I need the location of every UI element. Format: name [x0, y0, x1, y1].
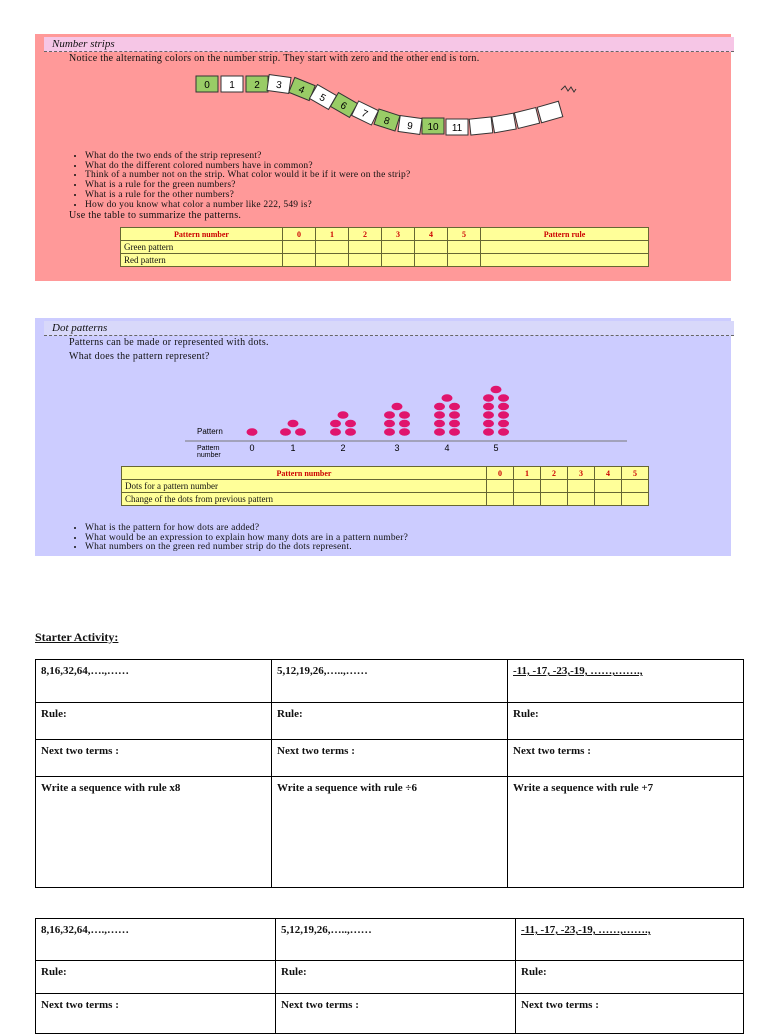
table-header: 2: [541, 467, 568, 480]
dot: [498, 420, 509, 428]
table-header: Pattern number: [122, 467, 487, 480]
dot: [384, 428, 395, 436]
question-item: • What do the two ends of the strip represent?: [85, 152, 410, 162]
dot-pattern-3: [384, 403, 410, 436]
next-terms-cell[interactable]: Next two terms :: [516, 994, 744, 1034]
strip-number-0: [196, 76, 218, 92]
strip-number-2: [246, 76, 268, 92]
next-terms-cell[interactable]: Next two terms :: [272, 740, 508, 777]
dot-patterns-questions: [73, 524, 408, 553]
table-header: Pattern rule: [481, 228, 649, 241]
table-cell[interactable]: [349, 241, 382, 254]
dot: [449, 420, 460, 428]
dot: [399, 428, 410, 436]
question-item: • Think of a number not on the strip. What color would it be if it were on the strip?: [85, 171, 410, 181]
table-cell[interactable]: [541, 493, 568, 506]
question-item: • What would be an expression to explain how many dots are in a pattern number?: [85, 534, 408, 544]
dot: [498, 394, 509, 402]
table-cell[interactable]: [382, 254, 415, 267]
table-row: [122, 493, 649, 506]
pattern-label: Pattern: [197, 427, 223, 436]
pattern-number: 5: [493, 443, 499, 453]
table-header: 4: [415, 228, 448, 241]
svg-text:4: 4: [296, 84, 307, 97]
dot-patterns-question: What does the pattern represent?: [69, 351, 210, 362]
dot: [330, 428, 341, 436]
dot: [399, 411, 410, 419]
dot: [449, 403, 460, 411]
question-item: • What is the pattern for how dots are added?: [85, 524, 408, 534]
starter-activity-title: Starter Activity:: [35, 630, 119, 644]
table-cell[interactable]: [568, 480, 595, 493]
table-header: 1: [316, 228, 349, 241]
svg-text:3: 3: [275, 79, 283, 92]
question-item: • What is a rule for the green numbers?: [85, 181, 410, 191]
svg-text:7: 7: [359, 108, 370, 121]
strip-empty-box: [469, 117, 493, 135]
row-label: Green pattern: [121, 241, 283, 254]
table-header: 3: [568, 467, 595, 480]
dot: [384, 411, 395, 419]
row-label: Dots for a pattern number: [122, 480, 487, 493]
dot: [434, 411, 445, 419]
table-cell[interactable]: [595, 480, 622, 493]
table-instruction: Use the table to summarize the patterns.: [69, 210, 242, 221]
table-cell[interactable]: [382, 241, 415, 254]
table-header: 1: [514, 467, 541, 480]
dot: [392, 403, 403, 411]
dot: [442, 394, 453, 402]
next-terms-cell[interactable]: Next two terms :: [36, 994, 276, 1034]
table-header: 3: [382, 228, 415, 241]
next-terms-cell[interactable]: Next two terms :: [36, 740, 272, 777]
table-cell[interactable]: [541, 480, 568, 493]
row-label: Change of the dots from previous pattern: [122, 493, 487, 506]
sequence-cell: 8,16,32,64,….,……: [36, 660, 272, 703]
table-row: [121, 241, 649, 254]
strip-number-3: [267, 75, 291, 94]
dot: [483, 428, 494, 436]
dot-pattern-illustration: [185, 366, 635, 461]
dot: [483, 411, 494, 419]
sequence-cell: -11, -17, -23,-19, ……,…….,: [516, 919, 744, 961]
next-terms-cell[interactable]: Next two terms :: [276, 994, 516, 1034]
pattern-number: 4: [444, 443, 450, 453]
question-item: • What numbers on the green red number strip do the dots represent.: [85, 543, 408, 553]
svg-text:11: 11: [451, 123, 463, 134]
table-cell[interactable]: [514, 493, 541, 506]
rule-cell[interactable]: Rule:: [508, 703, 744, 740]
svg-text:9: 9: [406, 120, 414, 133]
dot: [434, 420, 445, 428]
strip-empty-box: [492, 113, 516, 133]
dot-pattern-0: [247, 428, 258, 436]
table-header: Pattern number: [121, 228, 283, 241]
dot: [449, 428, 460, 436]
table-cell[interactable]: [514, 480, 541, 493]
dot: [399, 420, 410, 428]
dot-patterns-title: Dot patterns: [44, 321, 734, 336]
strip-empty-box: [514, 108, 539, 129]
sequence-cell: -11, -17, -23,-19, ……,…….,: [508, 660, 744, 703]
pattern-number: 1: [290, 443, 296, 453]
dot: [449, 411, 460, 419]
svg-text:5: 5: [317, 92, 328, 105]
dot: [483, 394, 494, 402]
pattern-number-label: Pattern: [197, 445, 220, 452]
table-header: 5: [448, 228, 481, 241]
dot-pattern-table: [121, 466, 649, 506]
write-sequence-cell[interactable]: Write a sequence with rule ÷6: [272, 777, 508, 888]
table-row: [122, 480, 649, 493]
table-cell[interactable]: [487, 493, 514, 506]
strip-empty-box: [537, 101, 563, 122]
dot: [434, 428, 445, 436]
svg-text:0: 0: [204, 80, 210, 91]
strip-number-8: [374, 109, 400, 131]
strip-number-10: [422, 118, 444, 134]
dot: [483, 403, 494, 411]
number-strips-questions: [73, 152, 410, 210]
dot: [247, 428, 258, 436]
pattern-summary-table: [120, 227, 649, 267]
number-strips-panel: [35, 34, 731, 281]
sequence-cell: 5,12,19,26,…..,……: [276, 919, 516, 961]
number-strips-title: Number strips: [44, 37, 734, 52]
strip-number-9: [398, 116, 422, 135]
dot: [295, 428, 306, 436]
table-header: 0: [283, 228, 316, 241]
pattern-number: 2: [340, 443, 346, 453]
strip-number-11: [446, 119, 468, 135]
dot: [498, 411, 509, 419]
number-strips-intro: Notice the alternating colors on the number strip. They start with zero and the other end is torn.: [69, 53, 480, 64]
svg-text:2: 2: [254, 80, 260, 91]
dot: [280, 428, 291, 436]
dot-pattern-5: [483, 386, 509, 436]
table-cell[interactable]: [481, 241, 649, 254]
table-cell[interactable]: [622, 493, 649, 506]
svg-text:10: 10: [427, 122, 439, 133]
table-cell[interactable]: [481, 254, 649, 267]
pattern-number: 0: [249, 443, 255, 453]
pattern-number: 3: [394, 443, 400, 453]
svg-text:1: 1: [229, 80, 235, 91]
table-cell[interactable]: [283, 241, 316, 254]
dot: [498, 403, 509, 411]
dot: [483, 420, 494, 428]
starter-table: [35, 659, 744, 888]
dot-patterns-intro: Patterns can be made or represented with dots.: [69, 337, 269, 348]
table-cell[interactable]: [448, 241, 481, 254]
table-cell[interactable]: [448, 254, 481, 267]
table-row: [121, 254, 649, 267]
table-cell[interactable]: [283, 254, 316, 267]
write-sequence-cell[interactable]: Write a sequence with rule x8: [36, 777, 272, 888]
dot-pattern-2: [330, 411, 356, 436]
question-item: • What do the different colored numbers have in common?: [85, 162, 410, 172]
table-cell[interactable]: [568, 493, 595, 506]
strip-torn-end: [561, 86, 576, 92]
sequence-cell: 5,12,19,26,…..,……: [272, 660, 508, 703]
table-header: 2: [349, 228, 382, 241]
dot: [498, 428, 509, 436]
pattern-number-label: number: [197, 452, 221, 459]
dot-patterns-panel: [35, 318, 731, 556]
row-label: Red pattern: [121, 254, 283, 267]
table-header: 5: [622, 467, 649, 480]
dot-pattern-1: [280, 420, 306, 436]
strip-number-1: [221, 76, 243, 92]
write-sequence-cell[interactable]: Write a sequence with rule +7: [508, 777, 744, 888]
svg-text:6: 6: [338, 100, 349, 113]
dot: [288, 420, 299, 428]
table-cell[interactable]: [487, 480, 514, 493]
rule-cell[interactable]: Rule:: [516, 961, 744, 994]
starter-table-copy: [35, 918, 744, 1034]
table-cell[interactable]: [316, 254, 349, 267]
table-cell[interactable]: [349, 254, 382, 267]
dot: [434, 403, 445, 411]
rule-cell[interactable]: Rule:: [272, 703, 508, 740]
dot: [345, 428, 356, 436]
dot: [384, 420, 395, 428]
table-cell[interactable]: [316, 241, 349, 254]
svg-text:8: 8: [382, 115, 391, 128]
dot: [345, 420, 356, 428]
question-item: • How do you know what color a number like 222, 549 is?: [85, 201, 410, 211]
table-cell[interactable]: [415, 241, 448, 254]
question-item: • What is a rule for the other numbers?: [85, 191, 410, 201]
dot-pattern-4: [434, 394, 460, 436]
dot: [491, 386, 502, 394]
dot: [330, 420, 341, 428]
table-cell[interactable]: [415, 254, 448, 267]
rule-cell[interactable]: Rule:: [36, 703, 272, 740]
rule-cell[interactable]: Rule:: [276, 961, 516, 994]
table-cell[interactable]: [595, 493, 622, 506]
table-header: 0: [487, 467, 514, 480]
table-cell[interactable]: [622, 480, 649, 493]
table-header: 4: [595, 467, 622, 480]
rule-cell[interactable]: Rule:: [36, 961, 276, 994]
dot: [338, 411, 349, 419]
sequence-cell: 8,16,32,64,….,……: [36, 919, 276, 961]
next-terms-cell[interactable]: Next two terms :: [508, 740, 744, 777]
